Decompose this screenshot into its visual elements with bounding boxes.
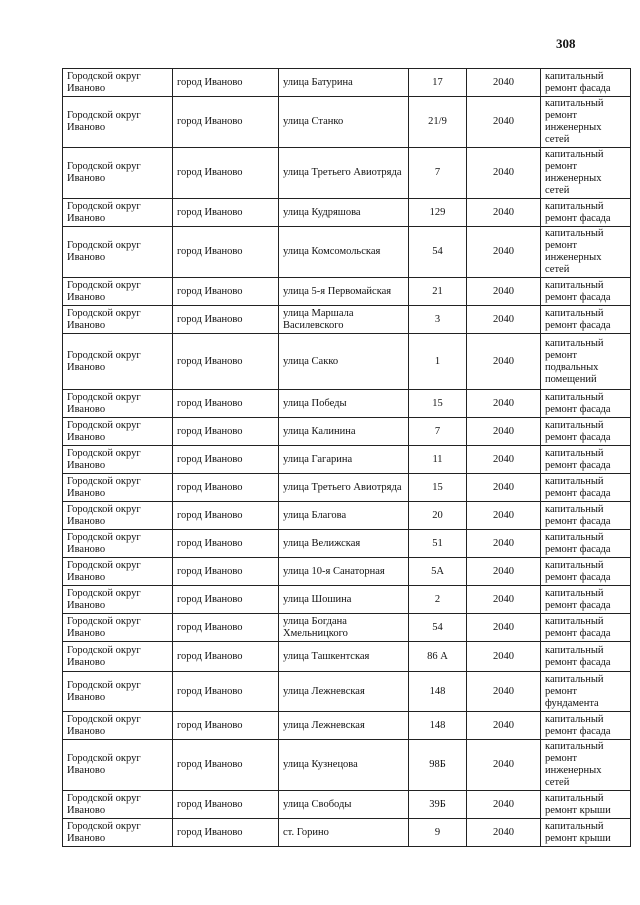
table-row — [63, 227, 631, 278]
year-cell: 2040 — [467, 791, 541, 819]
year-cell: 2040 — [467, 278, 541, 306]
city-cell: город Иваново — [173, 586, 279, 614]
house-number-cell: 86 А — [409, 642, 467, 672]
year-cell: 2040 — [467, 418, 541, 446]
table-row — [63, 819, 631, 847]
house-number-cell: 7 — [409, 418, 467, 446]
house-number-cell: 15 — [409, 474, 467, 502]
table-row — [63, 712, 631, 740]
year-cell: 2040 — [467, 530, 541, 558]
house-number-cell: 20 — [409, 502, 467, 530]
street-cell: ст. Горино — [279, 819, 409, 847]
district-cell: Городской округ Иваново — [63, 791, 173, 819]
district-cell: Городской округ Иваново — [63, 672, 173, 712]
year-cell: 2040 — [467, 148, 541, 199]
year-cell: 2040 — [467, 69, 541, 97]
city-cell: город Иваново — [173, 614, 279, 642]
city-cell: город Иваново — [173, 502, 279, 530]
city-cell: город Иваново — [173, 306, 279, 334]
table-row — [63, 334, 631, 390]
street-cell: улица Кузнецова — [279, 740, 409, 791]
work-type-cell: капитальный ремонт крыши — [541, 791, 631, 819]
table-row — [63, 148, 631, 199]
city-cell: город Иваново — [173, 819, 279, 847]
city-cell: город Иваново — [173, 740, 279, 791]
house-number-cell: 7 — [409, 148, 467, 199]
work-type-cell: капитальный ремонт фундамента — [541, 672, 631, 712]
district-cell: Городской округ Иваново — [63, 306, 173, 334]
work-type-cell: капитальный ремонт фасада — [541, 446, 631, 474]
house-number-cell: 51 — [409, 530, 467, 558]
year-cell: 2040 — [467, 740, 541, 791]
work-type-cell: капитальный ремонт фасада — [541, 474, 631, 502]
district-cell: Городской округ Иваново — [63, 446, 173, 474]
repair-schedule-table — [62, 68, 631, 847]
work-type-cell: капитальный ремонт фасада — [541, 530, 631, 558]
street-cell: улица Третьего Авиотряда — [279, 148, 409, 199]
house-number-cell: 17 — [409, 69, 467, 97]
house-number-cell: 21 — [409, 278, 467, 306]
year-cell: 2040 — [467, 334, 541, 390]
work-type-cell: капитальный ремонт фасада — [541, 306, 631, 334]
work-type-cell: капитальный ремонт фасада — [541, 642, 631, 672]
table-row — [63, 672, 631, 712]
district-cell: Городской округ Иваново — [63, 586, 173, 614]
city-cell: город Иваново — [173, 227, 279, 278]
street-cell: улица Станко — [279, 97, 409, 148]
street-cell: улица 5-я Первомайская — [279, 278, 409, 306]
district-cell: Городской округ Иваново — [63, 530, 173, 558]
city-cell: город Иваново — [173, 97, 279, 148]
city-cell: город Иваново — [173, 474, 279, 502]
house-number-cell: 5А — [409, 558, 467, 586]
district-cell: Городской округ Иваново — [63, 390, 173, 418]
street-cell: улица Шошина — [279, 586, 409, 614]
table-row — [63, 278, 631, 306]
work-type-cell: капитальный ремонт фасада — [541, 712, 631, 740]
district-cell: Городской округ Иваново — [63, 97, 173, 148]
year-cell: 2040 — [467, 446, 541, 474]
house-number-cell: 3 — [409, 306, 467, 334]
house-number-cell: 148 — [409, 672, 467, 712]
district-cell: Городской округ Иваново — [63, 148, 173, 199]
year-cell: 2040 — [467, 502, 541, 530]
house-number-cell: 39Б — [409, 791, 467, 819]
street-cell: улица Лежневская — [279, 712, 409, 740]
city-cell: город Иваново — [173, 418, 279, 446]
work-type-cell: капитальный ремонт фасада — [541, 278, 631, 306]
work-type-cell: капитальный ремонт фасада — [541, 586, 631, 614]
table-row — [63, 199, 631, 227]
table-row — [63, 502, 631, 530]
district-cell: Городской округ Иваново — [63, 502, 173, 530]
city-cell: город Иваново — [173, 199, 279, 227]
house-number-cell: 129 — [409, 199, 467, 227]
district-cell: Городской округ Иваново — [63, 558, 173, 586]
table-row — [63, 390, 631, 418]
year-cell: 2040 — [467, 199, 541, 227]
city-cell: город Иваново — [173, 446, 279, 474]
year-cell: 2040 — [467, 227, 541, 278]
street-cell: улица Благова — [279, 502, 409, 530]
table-row — [63, 642, 631, 672]
work-type-cell: капитальный ремонт фасада — [541, 558, 631, 586]
city-cell: город Иваново — [173, 390, 279, 418]
work-type-cell: капитальный ремонт фасада — [541, 390, 631, 418]
house-number-cell: 2 — [409, 586, 467, 614]
table-row — [63, 446, 631, 474]
house-number-cell: 148 — [409, 712, 467, 740]
table-row — [63, 306, 631, 334]
city-cell: город Иваново — [173, 672, 279, 712]
table-row — [63, 69, 631, 97]
table-row — [63, 530, 631, 558]
street-cell: улица Лежневская — [279, 672, 409, 712]
table-row — [63, 791, 631, 819]
year-cell: 2040 — [467, 474, 541, 502]
work-type-cell: капитальный ремонт фасада — [541, 502, 631, 530]
house-number-cell: 15 — [409, 390, 467, 418]
street-cell: улица Гагарина — [279, 446, 409, 474]
city-cell: город Иваново — [173, 558, 279, 586]
street-cell: улица Велижская — [279, 530, 409, 558]
work-type-cell: капитальный ремонт фасада — [541, 199, 631, 227]
city-cell: город Иваново — [173, 69, 279, 97]
work-type-cell: капитальный ремонт фасада — [541, 69, 631, 97]
table-row — [63, 558, 631, 586]
year-cell: 2040 — [467, 819, 541, 847]
year-cell: 2040 — [467, 586, 541, 614]
street-cell: улица Маршала Василевского — [279, 306, 409, 334]
city-cell: город Иваново — [173, 791, 279, 819]
street-cell: улица Свободы — [279, 791, 409, 819]
district-cell: Городской округ Иваново — [63, 334, 173, 390]
year-cell: 2040 — [467, 390, 541, 418]
house-number-cell: 54 — [409, 614, 467, 642]
city-cell: город Иваново — [173, 334, 279, 390]
street-cell: улица Кудряшова — [279, 199, 409, 227]
street-cell: улица Богдана Хмельницкого — [279, 614, 409, 642]
work-type-cell: капитальный ремонт фасада — [541, 614, 631, 642]
district-cell: Городской округ Иваново — [63, 740, 173, 791]
street-cell: улица Комсомольская — [279, 227, 409, 278]
district-cell: Городской округ Иваново — [63, 69, 173, 97]
house-number-cell: 1 — [409, 334, 467, 390]
street-cell: улица Батурина — [279, 69, 409, 97]
house-number-cell: 9 — [409, 819, 467, 847]
year-cell: 2040 — [467, 97, 541, 148]
house-number-cell: 98Б — [409, 740, 467, 791]
city-cell: город Иваново — [173, 148, 279, 199]
table-row — [63, 614, 631, 642]
district-cell: Городской округ Иваново — [63, 642, 173, 672]
work-type-cell: капитальный ремонт подвальных помещений — [541, 334, 631, 390]
street-cell: улица 10-я Санаторная — [279, 558, 409, 586]
street-cell: улица Сакко — [279, 334, 409, 390]
district-cell: Городской округ Иваново — [63, 227, 173, 278]
work-type-cell: капитальный ремонт фасада — [541, 418, 631, 446]
table-row — [63, 97, 631, 148]
street-cell: улица Победы — [279, 390, 409, 418]
year-cell: 2040 — [467, 614, 541, 642]
district-cell: Городской округ Иваново — [63, 199, 173, 227]
city-cell: город Иваново — [173, 278, 279, 306]
work-type-cell: капитальный ремонт инженерных сетей — [541, 148, 631, 199]
street-cell: улица Третьего Авиотряда — [279, 474, 409, 502]
year-cell: 2040 — [467, 712, 541, 740]
house-number-cell: 54 — [409, 227, 467, 278]
street-cell: улица Калинина — [279, 418, 409, 446]
city-cell: город Иваново — [173, 712, 279, 740]
table-row — [63, 418, 631, 446]
table-row — [63, 740, 631, 791]
year-cell: 2040 — [467, 306, 541, 334]
district-cell: Городской округ Иваново — [63, 474, 173, 502]
house-number-cell: 11 — [409, 446, 467, 474]
year-cell: 2040 — [467, 672, 541, 712]
table-row — [63, 586, 631, 614]
street-cell: улица Ташкентская — [279, 642, 409, 672]
year-cell: 2040 — [467, 642, 541, 672]
district-cell: Городской округ Иваново — [63, 278, 173, 306]
work-type-cell: капитальный ремонт инженерных сетей — [541, 227, 631, 278]
work-type-cell: капитальный ремонт инженерных сетей — [541, 97, 631, 148]
district-cell: Городской округ Иваново — [63, 819, 173, 847]
city-cell: город Иваново — [173, 530, 279, 558]
year-cell: 2040 — [467, 558, 541, 586]
house-number-cell: 21/9 — [409, 97, 467, 148]
district-cell: Городской округ Иваново — [63, 712, 173, 740]
city-cell: город Иваново — [173, 642, 279, 672]
district-cell: Городской округ Иваново — [63, 418, 173, 446]
table-row — [63, 474, 631, 502]
page-number: 308 — [556, 36, 576, 51]
work-type-cell: капитальный ремонт инженерных сетей — [541, 740, 631, 791]
district-cell: Городской округ Иваново — [63, 614, 173, 642]
work-type-cell: капитальный ремонт крыши — [541, 819, 631, 847]
